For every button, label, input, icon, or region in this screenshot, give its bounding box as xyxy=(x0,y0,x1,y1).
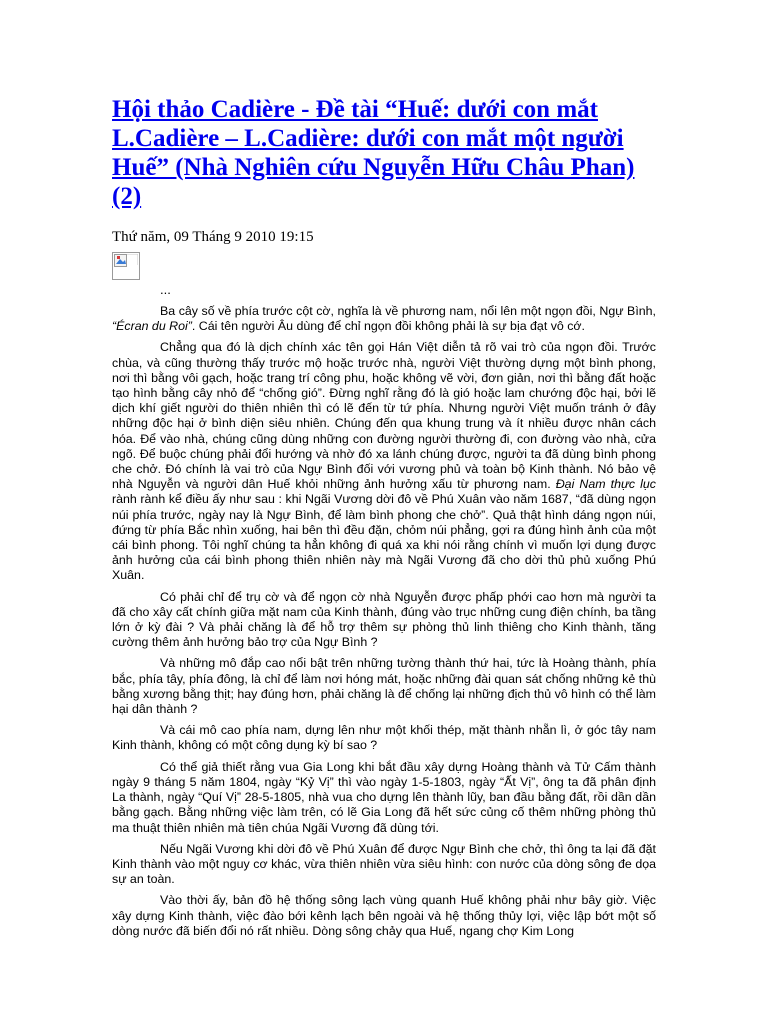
paragraph-text: Vào thời ấy, bản đồ hệ thống sông lạch vùng quanh Huế không phải như bây giờ. Việc xây dựng Kinh thành, việc đào bới kênh lạch bên ngoài và hệ thống thủy lợi, việc lập bớt một số dòng nước đã biến đổi nó rất nhiều. Dòng sông chảy qua Huế, ngang chợ Kim Long xyxy=(112,893,656,938)
article-paragraph xyxy=(112,760,656,836)
paragraph-text: Và những mô đắp cao nổi bật trên những tường thành thứ hai, tức là Hoàng thành, phía bắc, phía tây, phía đông, là chỉ để làm nơi hóng mát, hoặc những đài quan sát chống những kẻ thù bằng xương bằng thịt; hay đúng hơn, phải chăng là để chống lại những địch thủ vô hình có thể làm hại dân thành ? xyxy=(112,656,656,717)
article-paragraph xyxy=(112,304,656,334)
italic-text: Đại Nam thực lục xyxy=(555,477,656,492)
article-paragraph xyxy=(112,340,656,583)
ellipsis-text: ... xyxy=(160,282,171,297)
paragraph-text: rành rành kể điều ấy như sau : khi Ngãi Vương dời đô về Phú Xuân vào năm 1687, “đã dùng ngọn núi phía trước, ngày nay là Ngự Bình, để làm bình phong che chở”. Quả thật hình dáng ngọn núi, đứng từ phía Bắc nhìn xuống, hai bên thì đều đặn, chỏm núi phẳng, gợi ra đúng hình ảnh của một cái bình phong. Tôi nghĩ chúng ta hẳn không đi quá xa khi nói rằng chính vì muốn lợi dụng được ảnh hưởng của cái bình phong thiên nhiên này mà Ngãi Vương đã cho dời thủ phủ xuống Phú Xuân. xyxy=(112,492,656,583)
article-title-link[interactable]: Hội thảo Cadière - Đề tài “Huế: dưới con mắt L.Cadière – L.Cadière: dưới con mắt một người Huế” (Nhà Nghiên cứu Nguyễn Hữu Châu Phan) (2) xyxy=(112,96,635,210)
article-paragraph xyxy=(112,723,656,753)
article-paragraph xyxy=(112,842,656,888)
article-body xyxy=(112,304,656,939)
paragraph-text: Ba cây số về phía trước cột cờ, nghĩa là về phương nam, nổi lên một ngọn đồi, Ngự Bình, xyxy=(160,304,656,318)
paragraph-text: Có phải chỉ để trụ cờ và để ngọn cờ nhà Nguyễn được phấp phới cao hơn mà người ta đã cho xây cất chính giữa mặt nam của Kinh thành, đúng vào trục những cung điện chính, ba tầng lớn ở kỳ đài ? Và phải chăng là để hỗ trợ thêm sự phòng thủ linh thiêng cho Kinh thành, tăng cường thêm ảnh hưởng bảo trợ của Ngự Bình ? xyxy=(112,589,656,650)
paragraph-text: Chẳng qua đó là dịch chính xác tên gọi Hán Việt diễn tả rõ vai trò của ngọn đồi. Trước chùa, và cũng thường thấy trước mộ hoặc trước nhà, người Việt thường dựng một bình phong, nơi thì bằng vôi gạch, hoặc trang trí công phu, hoặc không vẽ vời, đơn giản, nơi thì bằng đất hoặc tạo hình bằng cây nhỏ để “chống gió”. Đừng nghĩ rằng đó là gió hoặc lam chướng độc hại, bởi lẽ dịch khí giết người do thiên nhiên thì có lẽ đến từ tứ phía. Nhưng người Việt muốn tránh ở đây những độc hại ở bình diện siêu nhiên. Chúng đến qua khung trung và ít nhiều được nhân cách hóa. Để vào nhà, chúng cũng dùng những con đường người thường đi, con đường vào nhà, cửa ngõ. Để buộc chúng phải đổi hướng và nhờ đó xa lánh chúng được, người ta đã dùng bình phong che chở. Đó chính là vai trò của Ngự Bình đối với vương phủ và toàn bộ Kinh thành. Nó bảo vệ nhà Nguyễn và người dân Huế khỏi những ảnh hưởng xấu từ phương nam. xyxy=(112,340,656,492)
italic-text: “Écran du Roi” xyxy=(112,319,192,334)
article-paragraph xyxy=(112,893,656,939)
article-paragraph xyxy=(112,656,656,717)
paragraph-text: . Cái tên người Âu dùng để chỉ ngọn đồi không phải là sự bịa đạt vô cớ. xyxy=(191,319,585,334)
article-paragraph xyxy=(112,590,656,651)
broken-image-icon xyxy=(112,252,140,280)
article-date: Thứ năm, 09 Tháng 9 2010 19:15 xyxy=(112,229,314,245)
paragraph-text: Và cái mô cao phía nam, dựng lên như một khối thép, mặt thành nhẵn lì, ở góc tây nam Kinh thành, không có một công dụng kỳ bí sao ? xyxy=(112,723,656,753)
paragraph-text: Có thể giả thiết rằng vua Gia Long khi bắt đầu xây dựng Hoàng thành và Tử Cấm thành ngày 9 tháng 5 năm 1804, ngày “Kỷ Vị” thì vào ngày 1-5-1803, ngày “Ất Vị”, ông ta đã phân định La thành, ngày “Quí Vị” 28-5-1805, nhà vua cho dựng lên thành lũy, ban đầu bằng đất, rồi dần dần bằng gạch. Bằng những việc làm trên, có lẽ Gia Long đã hết sức củng cố thêm những phòng thủ ma thuật thiên nhiên mà tiên chúa Ngãi Vương đã dùng tới. xyxy=(112,759,656,835)
paragraph-text: Nếu Ngãi Vương khi dời đô về Phú Xuân để được Ngự Bình che chở, thì ông ta lại đã đặt Kinh thành vào một nguy cơ khác, vừa thiên nhiên vừa siêu hình: con nước của dòng sông đe dọa sự an toàn. xyxy=(112,841,656,887)
